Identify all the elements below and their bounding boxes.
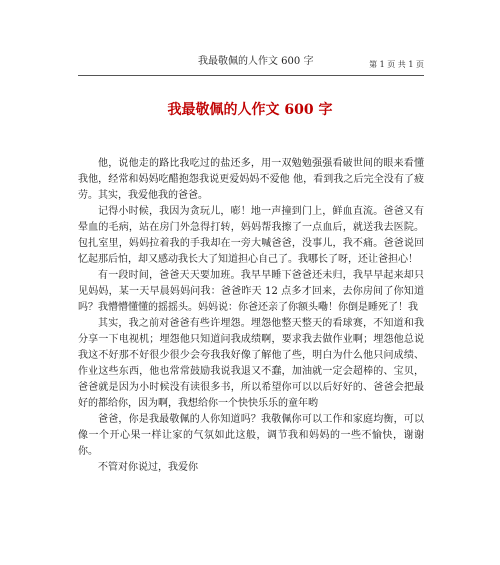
header-divider (78, 75, 424, 76)
page-number: 第 1 页 共 1 页 (369, 60, 424, 69)
document-body (78, 156, 424, 476)
paragraph-3: 有一段时间，爸爸天天要加班。我早早睡下爸爸还未归，我早早起来却只见妈妈，某一天早晨妈妈问我：爸爸昨天 12 点多才回来，去你房间了你知道吗？我懵懵懂懂的摇摇头。妈妈说：你爸还亲了你额头嘞！你倒是睡死了！我 (78, 270, 424, 313)
page-header (78, 56, 424, 74)
paragraph-2: 记得小时候，我因为贪玩儿，嘭！地一声撞到门上，鲜血直流。爸爸又有晕血的毛病，站在房门外急得打转，妈妈帮我擦了一点血后，就送我去医院。包扎室里，妈妈拉着我的手我却在一旁大喊爸爸，没事儿，我不痛。爸爸说回忆起那后怕，却又感动我长大了知道担心自己了。我哪长了呀，还让爸担心！ (78, 206, 424, 265)
document-title: 我最敬佩的人作文 600 字 (167, 102, 333, 118)
header-title: 我最敬佩的人作文 600 字 (198, 56, 314, 67)
paragraph-6: 不管对你说过，我爱你 (98, 462, 198, 473)
paragraph-1: 他，说他走的路比我吃过的盐还多，用一双勉勉强强看破世间的眼来看懂我他，经常和妈妈吃醋抱怨我说更爱妈妈不爱他 他，看到我之后完全没有了疲劳。其实，我爱他我的爸爸。 (78, 158, 424, 201)
paragraph-4: 其实，我之前对爸爸有些许埋怨。埋怨他整天整天的看球赛，不知道和我分享一下电视机；埋怨他只知道问我成绩啊，要求我去做作业啊；埋怨他总说我这不好那不好很少很少会夸我我好像了解他了些，明白为什么他只问成绩、作业这些东西，他也常常鼓励我说我退又不蠢，加油就一定会超棒的、宝贝，爸爸就是因为小时候没有读很多书，所以希望你可以以后好好的、爸爸会把最好的都给你，因为啊，我想给你一个快快乐乐的童年哟 (78, 318, 424, 409)
paragraph-5: 爸爸，你是我最敬佩的人你知道吗？我敬佩你可以工作和家庭均衡，可以像一个开心果一样让家的气氛如此这般，调节我和妈妈的一些不愉快，谢谢你。 (78, 414, 424, 457)
